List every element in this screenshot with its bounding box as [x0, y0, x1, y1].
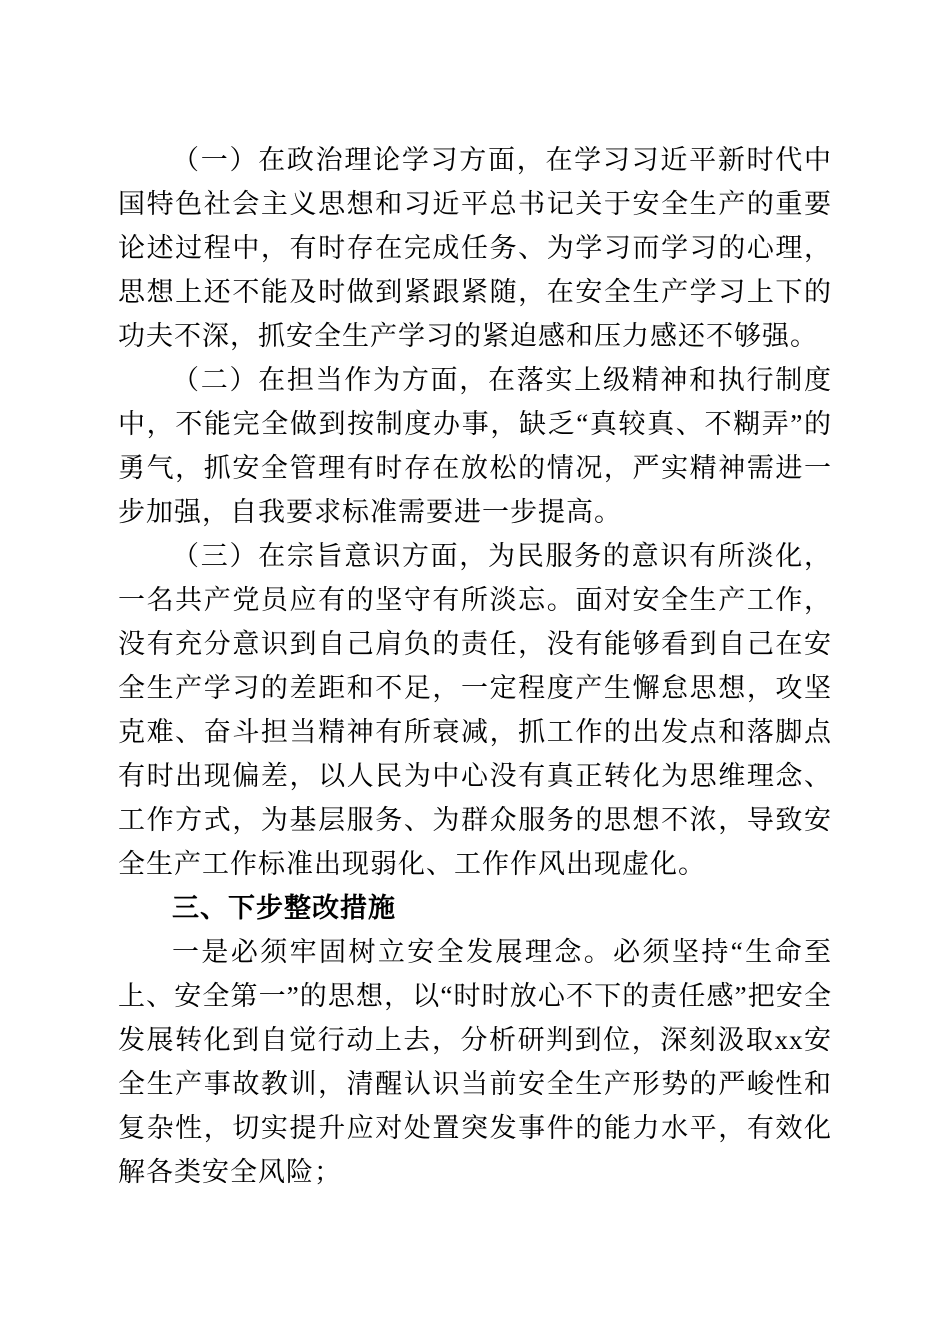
paragraph-safety-development-concept: 一是必须牢固树立安全发展理念。必须坚持“生命至上、安全第一”的思想，以“时时放心不下的责任感”把安全发展转化到自觉行动上去，分析研判到位，深刻汲取xx安全生产事故教训，清醒认识当前安全生产形势的严峻性和复杂性，切实提升应对处置突发事件的能力水平，有效化解各类安全风险； [118, 937, 832, 1187]
paragraph-political-theory-study: （一）在政治理论学习方面，在学习习近平新时代中国特色社会主义思想和习近平总书记关于安全生产的重要论述过程中，有时存在完成任务、为学习而学习的心理，思想上还不能及时做到紧跟紧随，在安全生产学习上下的功夫不深，抓安全生产学习的紧迫感和压力感还不够强。 [118, 145, 832, 351]
document-body [118, 138, 832, 1194]
paragraph-responsibility-performance: （二）在担当作为方面，在落实上级精神和执行制度中，不能完全做到按制度办事，缺乏“真较真、不糊弄”的勇气，抓安全管理有时存在放松的情况，严实精神需进一步加强，自我要求标准需要进一步提高。 [118, 365, 832, 527]
section-heading-rectification-measures: 三、下步整改措施 [172, 893, 396, 923]
paragraph-purpose-awareness: （三）在宗旨意识方面，为民服务的意识有所淡化，一名共产党员应有的坚守有所淡忘。面对安全生产工作，没有充分意识到自己肩负的责任，没有能够看到自己在安全生产学习的差距和不足，一定程度产生懈怠思想，攻坚克难、奋斗担当精神有所衰减，抓工作的出发点和落脚点有时出现偏差，以人民为中心没有真正转化为思维理念、工作方式，为基层服务、为群众服务的思想不浓，导致安全生产工作标准出现弱化、工作作风出现虚化。 [118, 541, 832, 879]
